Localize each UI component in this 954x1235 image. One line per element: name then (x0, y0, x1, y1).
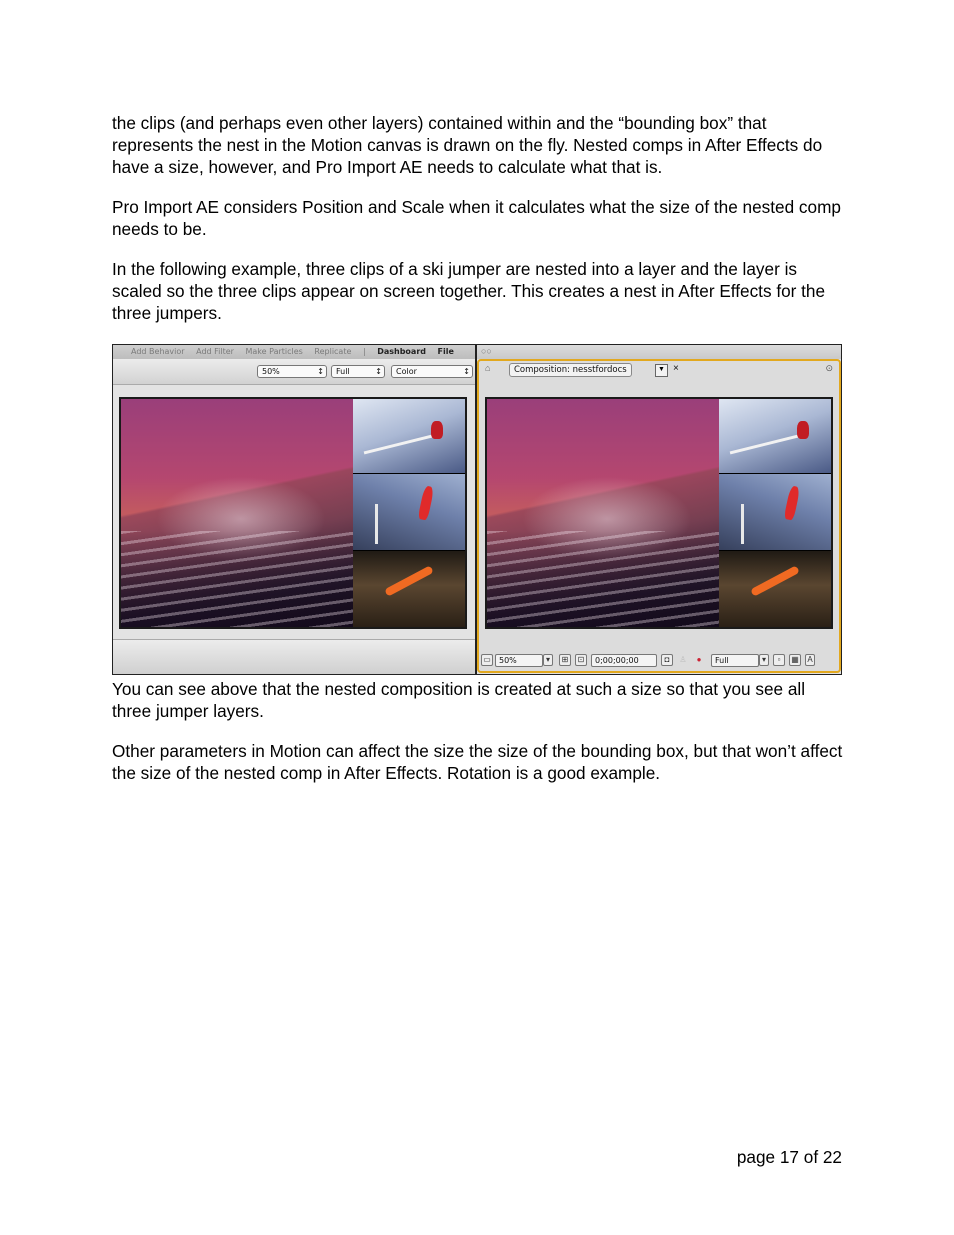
current-time[interactable]: 0;00;00;00 (591, 654, 657, 667)
mountain-clip (121, 399, 353, 627)
tab-menu-arrow-icon[interactable]: ▼ (655, 364, 668, 377)
ski-jumper (431, 421, 443, 439)
always-preview-icon[interactable]: ▭ (481, 654, 493, 666)
toolbar-dashboard[interactable]: Dashboard (377, 347, 426, 356)
toolbar-divider: | (362, 347, 366, 356)
channels-icon[interactable]: ● (696, 655, 702, 664)
motion-view-controls (113, 359, 475, 385)
toolbar-add-filter[interactable]: Add Filter (196, 347, 234, 356)
motion-toolbar (113, 345, 475, 360)
mountain-clip (487, 399, 719, 627)
transparency-grid-icon[interactable]: ▦ (789, 654, 801, 666)
ramp-post (375, 504, 378, 544)
paragraph-caption: You can see above that the nested composition is created at such a size so that you see all three jumper layers. (112, 679, 806, 721)
zoom-popup[interactable]: 50% ↕ (257, 365, 327, 378)
toolbar-make-particles[interactable]: Make Particles (245, 347, 303, 356)
channel-popup[interactable]: Color ↕ (391, 365, 473, 378)
viewer-footer (479, 649, 842, 673)
region-of-interest-icon[interactable]: ▫ (773, 654, 785, 666)
jumper-clip-2 (353, 474, 465, 551)
ramp-post (741, 504, 744, 544)
page-number: page 17 of 22 (736, 1147, 842, 1167)
jumper-clips (353, 399, 465, 627)
jumper-clips (719, 399, 831, 627)
paragraph-intro: the clips (and perhaps even other layers) contained within and the “bounding box” that represents the nest in the Motion canvas is drawn on the fly. Nested comps in After Effects do have a size, however, and Pro Import AE needs to calculate what that is. (112, 113, 823, 177)
paragraph-position-scale: Pro Import AE considers Position and Scale when it calculates what the size of the nested comp needs to be. (112, 197, 841, 239)
resolution-popup[interactable]: Full ↕ (331, 365, 385, 378)
after-effects-window (477, 345, 842, 674)
paragraph-example: In the following example, three clips of a ski jumper are nested into a layer and the layer is scaled so the three clips appear on screen together. This creates a nest in After Effects for the three jumpers. (112, 259, 826, 323)
toolbar-replicate[interactable]: Replicate (314, 347, 352, 356)
panel-menu-icon[interactable]: ⊙ (825, 363, 833, 373)
ae-composition-viewer[interactable] (485, 397, 833, 629)
magnification-popup[interactable]: 50% (495, 654, 543, 667)
jumper-clip-2 (719, 474, 831, 551)
ski-jumper (784, 485, 801, 520)
window-buttons-icon[interactable]: ○○ (481, 346, 492, 356)
ramp-rail (364, 435, 433, 455)
resolution-arrow-icon[interactable]: ▾ (759, 654, 769, 666)
ski-jumper (384, 565, 434, 596)
motion-canvas-window (113, 345, 477, 674)
mask-toggle-icon[interactable]: ⊡ (575, 654, 587, 666)
toolbar-add-behavior[interactable]: Add Behavior (131, 347, 185, 356)
ae-titlebar (477, 345, 842, 359)
lock-icon[interactable]: ⌂ (485, 363, 491, 373)
composition-panel (477, 359, 841, 673)
ski-jumper (418, 485, 435, 520)
camera-popup[interactable]: A (805, 654, 815, 666)
motion-timeline-strip (113, 639, 475, 675)
ramp-rail (730, 435, 799, 455)
resolution-popup[interactable]: Full (711, 654, 759, 667)
safe-margins-icon[interactable]: ⊞ (559, 654, 571, 666)
composition-tab[interactable]: Composition: nesstfordocs (509, 363, 632, 377)
jumper-clip-1 (353, 399, 465, 474)
show-snapshot-icon[interactable]: ♙ (679, 655, 687, 664)
jumper-clip-1 (719, 399, 831, 474)
paragraph-rotation: Other parameters in Motion can affect the size the size of the bounding box, but that won’t affect the size of the nested comp in After Effects. Rotation is a good example. (112, 741, 843, 783)
zoom-arrow-icon[interactable]: ▾ (543, 654, 553, 666)
comparison-screenshot (112, 344, 842, 675)
jumper-clip-3 (353, 551, 465, 628)
ski-jumper (797, 421, 809, 439)
jumper-clip-3 (719, 551, 831, 628)
ski-jumper (750, 565, 800, 596)
snapshot-icon[interactable]: ◘ (661, 654, 673, 666)
motion-canvas[interactable] (119, 397, 467, 629)
close-icon[interactable]: × (673, 363, 679, 374)
toolbar-file[interactable]: File (437, 347, 454, 356)
